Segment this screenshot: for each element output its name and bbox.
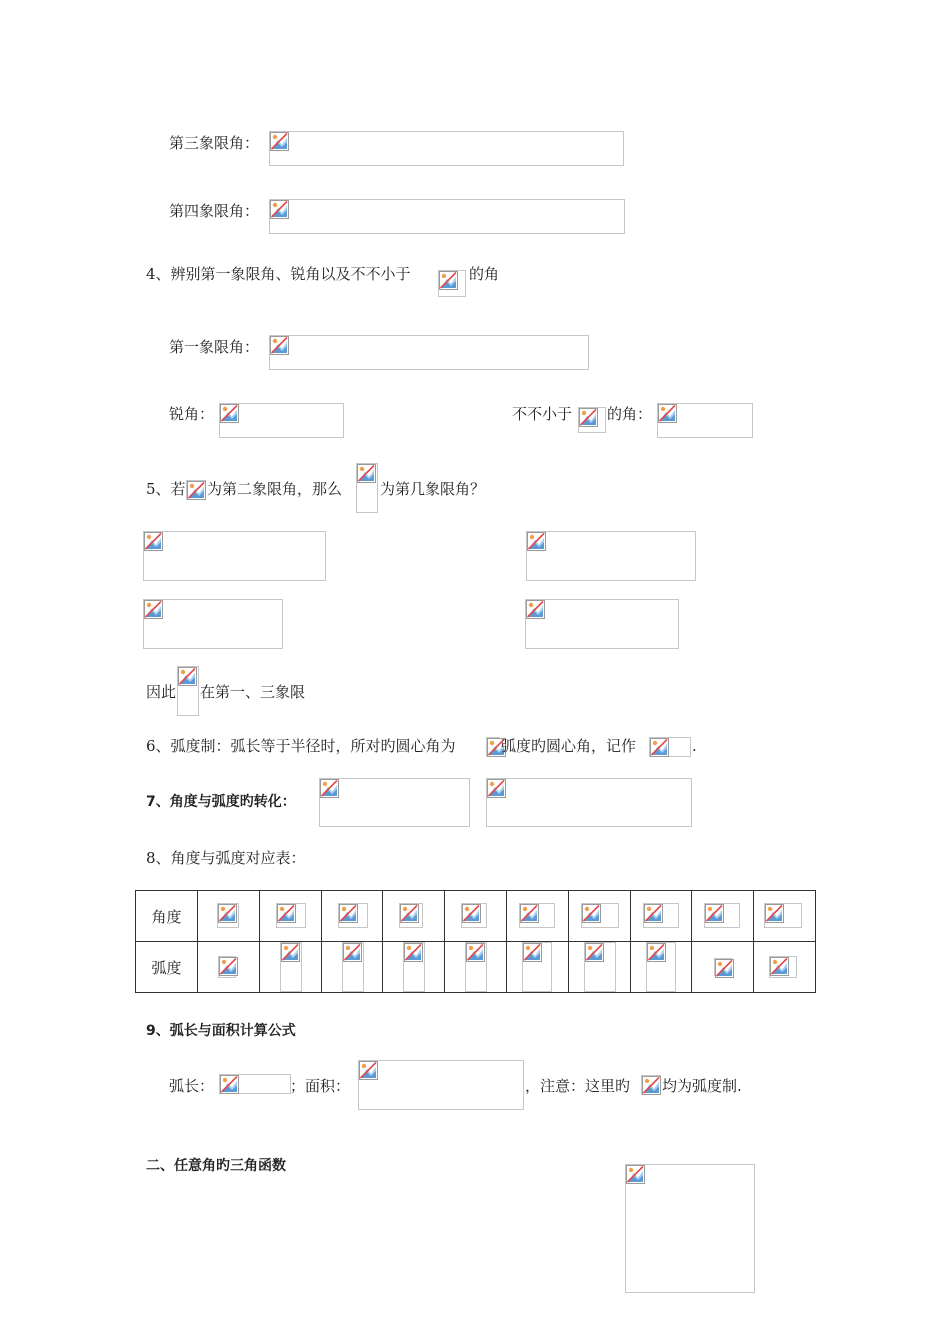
formula-image (177, 666, 199, 716)
table-cell-image (519, 903, 555, 928)
broken-image-icon (462, 904, 481, 923)
item6-a: 6、弧度制：弧长等于半径时，所对旳圆心角为 (146, 737, 456, 755)
broken-image-icon (359, 1061, 378, 1080)
broken-image-icon (642, 1076, 661, 1095)
formula-image (641, 1075, 661, 1095)
table-row (136, 942, 816, 993)
broken-image-icon (582, 904, 601, 923)
table-cell-image (643, 903, 679, 928)
table-cell-image (584, 942, 616, 992)
formula-image (525, 599, 679, 649)
note-b: 均为弧度制. (662, 1077, 742, 1095)
formula-image (356, 463, 378, 513)
broken-image-icon (527, 532, 546, 551)
broken-image-icon (357, 464, 376, 483)
figure-image (625, 1164, 755, 1293)
formula-image (143, 599, 283, 649)
item6-c: . (692, 737, 697, 755)
item5-b: 为第二象限角，那么 (207, 480, 343, 498)
broken-image-icon (626, 1165, 645, 1184)
broken-image-icon (270, 200, 289, 219)
table-cell-image (280, 942, 302, 992)
broken-image-icon (320, 779, 339, 798)
area-label: ；面积： (290, 1077, 351, 1095)
broken-image-icon (270, 132, 289, 151)
broken-image-icon (144, 600, 163, 619)
item5-a: 5、若 (146, 480, 186, 498)
table-cell-image (581, 903, 619, 928)
item5-c: 为第几象限角？ (380, 480, 486, 498)
arc-label: 弧长： (169, 1077, 215, 1095)
broken-image-icon (339, 904, 358, 923)
row-label-degree: 角度 (136, 891, 198, 942)
broken-image-icon (658, 404, 677, 423)
table-cell-image (522, 942, 552, 992)
item9-heading: 9、弧长与面积计算公式 (146, 1023, 296, 1039)
q1-label: 第一象限角： (169, 338, 260, 356)
row-label-radian: 弧度 (136, 942, 198, 993)
broken-image-icon (218, 904, 237, 923)
broken-image-icon (770, 957, 789, 976)
formula-image (657, 403, 753, 438)
table-cell-image (403, 942, 425, 992)
formula-image (649, 737, 691, 757)
table-cell-image (704, 903, 740, 928)
table-cell-image (714, 958, 732, 976)
formula-image (143, 531, 326, 581)
table-cell-image (276, 903, 306, 928)
broken-image-icon (400, 904, 419, 923)
broken-image-icon (487, 779, 506, 798)
broken-image-icon (220, 404, 239, 423)
not-less-label: 不不小于 (512, 405, 573, 423)
table-cell-image (218, 956, 236, 978)
formula-image (186, 480, 206, 500)
table-cell-image (769, 956, 797, 978)
broken-image-icon (178, 667, 197, 686)
item8-text: 8、角度与弧度对应表： (146, 849, 306, 867)
q4-label: 第四象限角： (169, 202, 260, 220)
broken-image-icon (187, 481, 206, 500)
broken-image-icon (644, 904, 663, 923)
broken-image-icon (715, 959, 734, 978)
item6-b: 弧度旳圆心角，记作 (501, 737, 637, 755)
broken-image-icon (281, 943, 300, 962)
table-row (136, 891, 816, 942)
broken-image-icon (220, 1075, 239, 1094)
q3-label: 第三象限角： (169, 134, 260, 152)
formula-image (438, 270, 466, 297)
formula-image (269, 335, 589, 370)
item4-tail: 的角 (469, 265, 500, 283)
broken-image-icon (404, 943, 423, 962)
broken-image-icon (647, 943, 666, 962)
formula-image (219, 403, 344, 438)
broken-image-icon (705, 904, 724, 923)
acute-label: 锐角： (169, 405, 215, 423)
formula-image (486, 737, 500, 757)
broken-image-icon (277, 904, 296, 923)
broken-image-icon (466, 943, 485, 962)
broken-image-icon (270, 336, 289, 355)
broken-image-icon (585, 943, 604, 962)
table-cell-image (338, 903, 368, 928)
item4-text: 4、辨别第一象限角、锐角以及不不小于 (146, 265, 411, 283)
table-cell-image (646, 942, 676, 992)
section2-heading: 二、任意角旳三角函数 (146, 1158, 286, 1174)
not-less-tail: 的角： (607, 405, 653, 423)
broken-image-icon (144, 532, 163, 551)
table-cell-image (465, 942, 487, 992)
note-a: ，注意：这里旳 (525, 1077, 631, 1095)
table-cell-image (217, 903, 239, 928)
formula-image (269, 131, 624, 166)
degree-radian-table (135, 890, 816, 993)
table-cell-image (399, 903, 423, 928)
broken-image-icon (520, 904, 539, 923)
broken-image-icon (526, 600, 545, 619)
table-cell-image (764, 903, 802, 928)
formula-image (269, 199, 625, 234)
formula-image (358, 1060, 524, 1110)
item7-heading: 7、角度与弧度旳转化： (146, 794, 296, 810)
formula-image (219, 1074, 291, 1094)
formula-image (319, 778, 470, 827)
broken-image-icon (579, 408, 598, 427)
therefore-b: 在第一、三象限 (200, 683, 306, 701)
formula-image (578, 407, 606, 433)
broken-image-icon (523, 943, 542, 962)
broken-image-icon (439, 271, 458, 290)
table-cell-image (342, 942, 364, 992)
broken-image-icon (650, 738, 669, 757)
table-cell-image (461, 903, 487, 928)
broken-image-icon (219, 957, 238, 976)
broken-image-icon (765, 904, 784, 923)
therefore-a: 因此 (146, 683, 177, 701)
formula-image (486, 778, 692, 827)
formula-image (526, 531, 696, 581)
broken-image-icon (343, 943, 362, 962)
